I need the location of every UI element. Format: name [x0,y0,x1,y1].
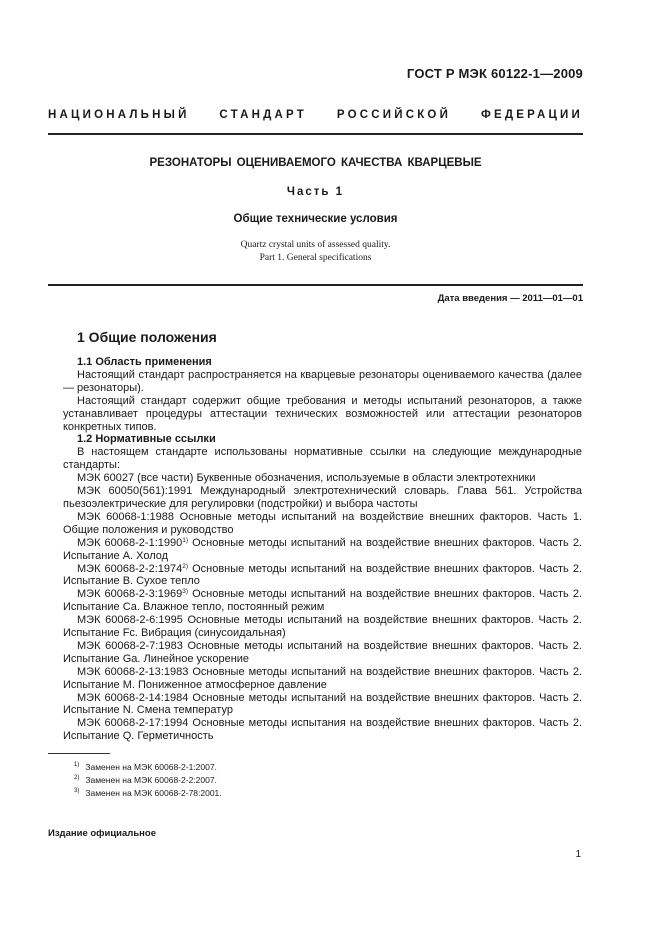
reference-title: Основные методы испытаний на воздействие внешних факторов. Часть 2. Испытание N. Смена температур [63,691,583,717]
reference-title: (все части) Буквенные обозначения, используемые в области электротехники [134,472,536,485]
footnote-text: Заменен на МЭК 60068-2-78:2001. [85,788,222,798]
reference-title: Основные методы испытаний на воздействие внешних факторов. Часть 2. Испытание М. Пониженное атмосферное давление [63,665,583,691]
standard-title: РЕЗОНАТОРЫ ОЦЕНИВАЕМОГО КАЧЕСТВА КВАРЦЕВЫЕ [149,157,482,169]
section-heading: 1 Общие положения [77,329,217,345]
reference-item [63,472,582,485]
reference-code: МЭК 60068-2-14:1984 [77,691,189,704]
standard-subtitle: Общие технические условия [233,213,398,225]
reference-code: МЭК 60068-2-13:1983 [77,665,189,678]
paragraph: Настоящий стандарт содержит общие требования и методы испытаний резонаторов, а также устанавливает процедуры аттестации технических возможностей или аттестации резонаторов конкретных типов. [63,394,582,433]
paragraph: В настоящем стандарте использованы нормативные ссылки на следующие международные стандарты: [63,446,582,472]
reference-title: Основные методы испытания на воздействие внешних факторов. Часть 2. Испытание Q. Герметичность [63,717,583,743]
reference-code: МЭК 60068-2-1:1990 [77,536,183,549]
footnote [74,775,217,785]
reference-code: МЭК 60068-2-2:1974 [77,562,183,575]
official-edition-label: Издание официальное [48,828,156,839]
footnote-mark: 2) [182,562,189,570]
reference-item [63,563,582,589]
reference-item [63,485,582,511]
footnote-mark: 3) [74,788,80,794]
footnote-mark: 1) [182,536,189,544]
english-title-line-2: Part 1. General specifications [259,253,372,263]
title-rule [48,284,583,286]
reference-title: Основные методы испытаний на воздействие внешних факторов. Часть 2. Испытание В. Сухое тепло [63,562,582,588]
reference-code: МЭК 60068-2-7:1983 [77,639,183,652]
reference-title: Основные методы испытаний на воздействие внешних факторов. Часть 2. Испытание А. Холод [63,536,582,562]
paragraph: Настоящий стандарт распространяется на кварцевые резонаторы оцениваемого качества (далее — резонаторы). [63,368,582,394]
reference-code: МЭК 60068-2-3:1969 [77,588,183,601]
page-number: 1 [575,849,581,860]
reference-item [63,692,582,718]
reference-item [63,588,582,614]
reference-code: МЭК 60050(561):1991 [77,485,193,498]
footnote [74,762,217,772]
reference-item [63,511,582,537]
reference-title: Основные методы испытаний на воздействие внешних факторов. Часть 2. Испытание Fc. Вибрация (синусоидальная) [63,614,582,640]
references-list [63,472,582,743]
reference-code: МЭК 60068-2-6:1995 [77,614,183,627]
reference-title: Международный электротехнический словарь. Глава 561. Устройства пьезоэлектрические для регулировки (подстройки) и выбора частоты [63,485,583,510]
footnote [74,788,222,798]
footnote-mark: 3) [182,588,189,596]
introduction-date: Дата введения — 2011—01—01 [437,293,583,304]
section-body [63,356,582,743]
top-rule [48,133,583,135]
reference-item [63,666,582,692]
english-title-line-1: Quartz crystal units of assessed quality. [240,240,391,250]
reference-code: МЭК 60027 [77,472,135,485]
reference-title: Основные методы испытаний на воздействие внешних факторов. Часть 2. Испытание Са. Влажное тепло, постоянный режим [63,588,582,614]
part-label: Часть 1 [286,186,345,198]
footnote-text: Заменен на МЭК 60068-2-2:2007. [85,775,217,785]
reference-code: МЭК 60068-2-17:1994 [77,717,189,730]
reference-title: Основные методы испытаний на воздействие внешних факторов. Часть 1. Общие положения и руководство [63,510,582,536]
footnote-separator [48,753,110,754]
reference-code: МЭК 60068-1:1988 [77,510,175,523]
subsection-heading-references: 1.2 Нормативные ссылки [77,433,216,446]
footnote-mark: 1) [74,762,80,768]
document-id: ГОСТ Р МЭК 60122-1—2009 [406,66,583,81]
reference-item [63,537,582,563]
subsection-heading-scope: 1.1 Область применения [77,356,212,368]
reference-item [63,614,582,640]
footnote-mark: 2) [74,775,80,781]
reference-item [63,640,582,666]
national-standard-banner: НАЦИОНАЛЬНЫЙ СТАНДАРТ РОССИЙСКОЙ ФЕДЕРАЦИИ [48,109,583,121]
reference-title: Основные методы испытаний на воздействие внешних факторов. Часть 2. Испытание Ga. Линейное ускорение [63,639,582,665]
reference-item [63,717,582,743]
footnote-text: Заменен на МЭК 60068-2-1:2007. [85,762,217,772]
